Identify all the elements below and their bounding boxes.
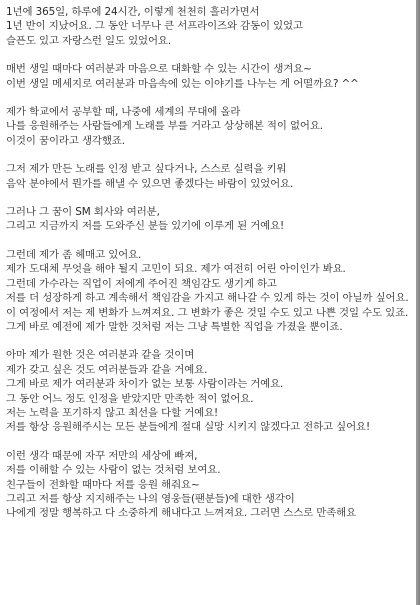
- letter-line: 저는 노력을 포기하지 않고 최선을 다할 거예요!: [6, 406, 219, 419]
- letter-line: 슬픈도 있고 자랑스런 일도 있었어요.: [6, 34, 172, 47]
- letter-line: 매번 생일 때마다 여러분과 마음으로 대화할 수 있는 시간이 생겨요~: [6, 63, 312, 76]
- letter-line: 음악 분야에서 뭔가를 해낼 수 있으면 좋겠다는 바람이 있었어요.: [6, 177, 294, 190]
- paragraph-4: [6, 162, 410, 191]
- paragraph-5: [6, 205, 410, 234]
- letter-line: 이번 생일 메세지로 여러분과 마음속에 있는 이야기를 나누는 게 어떨까요? ^^: [6, 77, 359, 90]
- letter-line: 1년에 365일, 하루에 24시간, 이렇게 천천히 흘러가면서: [6, 6, 260, 18]
- letter-line: 그저 제가 만든 노래를 인정 받고 싶다거나, 스스로 실력을 키워: [6, 163, 287, 176]
- letter-line: 저를 더 성장하게 하고 계속해서 책임감을 가지고 해나갈 수 있게 하는 것이 아닐까 싶어요.: [6, 292, 409, 305]
- letter-line: 그리고 저를 항상 지지해주는 나의 영웅들(팬분들)에 대한 생각이: [6, 492, 295, 505]
- letter-line: 제가 학교에서 공부할 때, 나중에 세계의 무대에 올라: [6, 106, 241, 119]
- paragraph-1: [6, 5, 410, 48]
- letter-line: 이런 생각 때문에 자꾸 저만의 세상에 빠져,: [6, 449, 198, 462]
- letter-line: 저를 항상 응원해주시는 모든 분들에게 절대 실망 시키지 않겠다고 전하고 싶어요!: [6, 421, 371, 434]
- scrollbar-edge[interactable]: [416, 0, 418, 605]
- letter-line: 저를 이해할 수 있는 사람이 없는 것처럼 보여요.: [6, 464, 221, 477]
- letter-line: 이것이 꿈이라고 생각했죠.: [6, 134, 125, 147]
- paragraph-2: [6, 62, 410, 91]
- letter-line: 그게 바로 제가 여러분과 차이가 없는 보통 사람이라는 거예요.: [6, 378, 284, 391]
- letter-line: 그러나 그 꿈이 SM 회사와 여러분,: [6, 206, 160, 219]
- letter-line: 1년 반이 지났어요. 그 동안 너무나 큰 서프라이즈와 감동이 있었고: [6, 20, 303, 33]
- paragraph-7: [6, 348, 410, 434]
- letter-line: 아마 제가 원한 것은 여러분과 같을 것이며: [6, 349, 195, 362]
- letter-line: 이 여정에서 저는 제 변화가 느껴져요. 그 변화가 좋은 것일 수도 있고 나쁜 것일 수도 있죠.: [6, 306, 409, 319]
- letter-line: 제가 도대체 무엇을 해야 될지 고민이 되요. 제가 여전히 어린 아이인가 봐요.: [6, 263, 346, 276]
- letter-line: 제가 갖고 싶은 것도 여러분들과 같을 거예요.: [6, 363, 208, 376]
- letter-line: 그게 바로 예전에 제가 말한 것처럼 저는 그냥 특별한 직업을 가졌을 뿐이죠.: [6, 320, 343, 333]
- letter-line: 나에게 정말 행복하고 다 소중하게 해내다고 느껴져요. 그러면 스스로 만족해요: [6, 507, 357, 520]
- paragraph-8: [6, 449, 410, 521]
- letter-line: 그리고 지금까지 저를 도와주신 분들 있기에 이루게 된 거예요!: [6, 220, 285, 233]
- letter-line: 그런데 가수라는 직업이 저에게 주어진 책임감도 생기게 하고: [6, 277, 277, 290]
- letter-line: 그 동안 어느 정도 인정을 받았지만 만족한 적이 없어요.: [6, 392, 254, 405]
- letter-line: 나를 응원해주는 사람들에게 노래를 부를 거라고 상상해본 적이 없어요.: [6, 120, 324, 133]
- letter-line: 친구들이 전화할 때마다 저를 응원 해줘요~: [6, 478, 200, 491]
- letter-line: 그런데 제가 좀 헤매고 있어요.: [6, 248, 142, 261]
- paragraph-3: [6, 105, 410, 148]
- paragraph-6: [6, 248, 410, 334]
- birthday-letter: [6, 5, 410, 535]
